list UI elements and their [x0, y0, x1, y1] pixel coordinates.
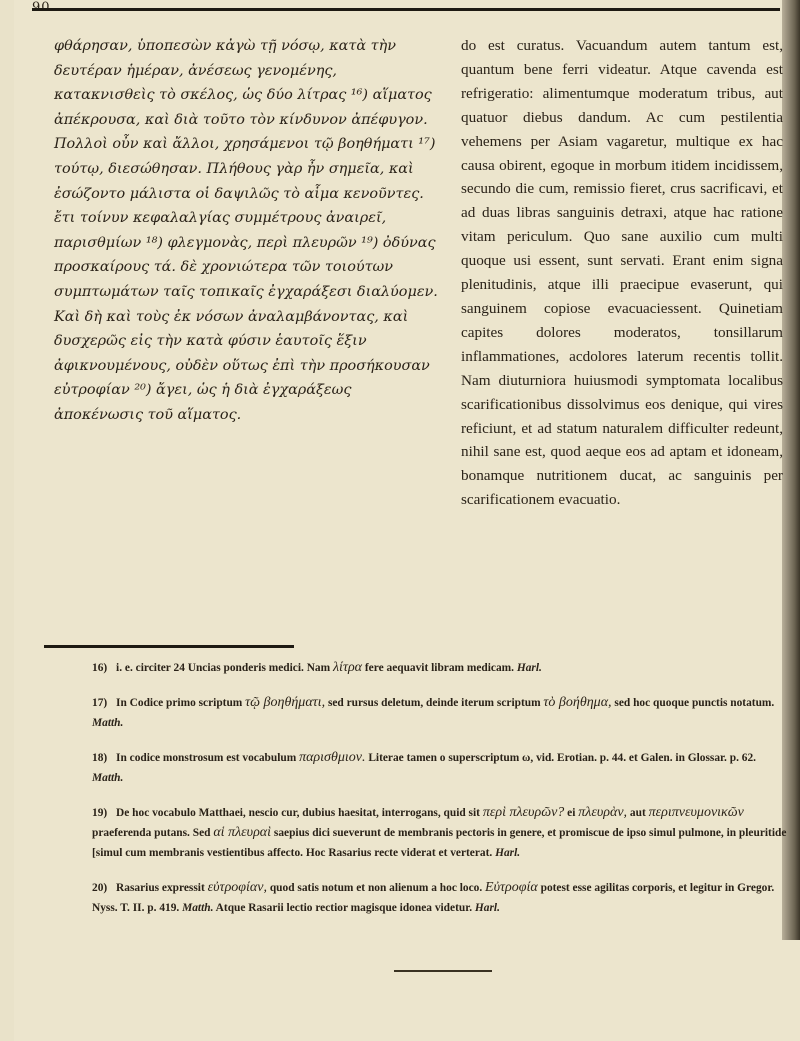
footnote-text: De hoc vocabulo Matthaei, nescio cur, dubius haesitat, interrogans, quid sit	[116, 807, 480, 819]
greek-column	[54, 34, 439, 428]
footnote-number: 16)	[92, 662, 108, 674]
footnote-19	[92, 803, 788, 863]
footnote-20	[92, 878, 788, 918]
footnote-text: Atque Rasarii lectio rectior magisque idonea videtur.	[215, 902, 473, 914]
footnote-17	[92, 693, 788, 733]
footnote-number: 17)	[92, 697, 108, 709]
latin-text: do est curatus. Vacuandum autem tantum est, quantum bene ferri videatur. Atque cavenda est refrigeratio: alimentumque moderatum tribus, aut quatuor diebus dandum. Ac cum pestilentia vehemens per Asiam vagaretur, multique ex hac causa obirent, egoque in morbum itidem incidissem, secundo die cum, remissio fieret, crus sacrificavi, et ad duas libras sanguinis detraxi, atque hac ratione vitam periculum. Quo sane auxilio cum multi quoque usi essent, sunt servati. Erant enim signa plenitudinis, atque illi praecipue evaserunt, qui sanguinem copiose evacuaciessent. Quinetiam capites dolores moderatos, tonsillarum inflammationes, acdolores laterum recentis tollit. Nam diuturniora huiusmodi symptomata localibus scarificationibus dissolvimus eos denique, qui vires reficiunt, et ad statum naturalem difficulter redeunt, nihil sane est, quod aeque eos ad aptam et idoneam, bonamque nutritionem ducat, ac sanguinis per scarificationem evacuatio.	[461, 37, 783, 509]
footnote-greek: λίτρα	[332, 660, 363, 675]
footnote-author: Matth.	[182, 902, 214, 914]
footnote-text: praeferenda putans. Sed	[92, 827, 211, 839]
footnote-text: i. e. circiter 24 Uncias ponderis medici. Nam	[116, 662, 331, 674]
footnote-greek: τὸ βοήθημα,	[543, 695, 612, 710]
footnote-16	[92, 658, 788, 678]
footnote-text: In codice monstrosum est vocabulum	[116, 752, 297, 764]
footnote-author: Harl.	[516, 662, 542, 674]
book-page	[14, 0, 800, 1041]
footnote-author: Harl.	[495, 847, 521, 859]
footnote-number: 20)	[92, 882, 108, 894]
footnote-greek: περιπνευμονικῶν	[648, 805, 744, 820]
footnote-greek: τῷ βοηθήματι,	[245, 695, 326, 710]
footnote-text: Rasarius expressit	[116, 882, 205, 894]
footnote-number: 18)	[92, 752, 108, 764]
footnote-greek: περὶ πλευρῶν?	[482, 805, 565, 820]
footnote-text: In Codice primo scriptum	[116, 697, 243, 709]
footnote-text: saepius dici sueverunt de membranis pectoris in genere, et promiscue de ipso simul pulmone, in pleuritide [simul cum membranis vestientibus affecto. Hoc Rasarius recte viderat et verterat.	[92, 827, 787, 859]
footnote-author: Matth.	[92, 772, 124, 784]
end-divider	[394, 970, 492, 972]
footnote-text: sed hoc quoque punctis notatum.	[614, 697, 775, 709]
greek-text: φθάρησαν, ὑποπεσὼν κἀγὼ τῇ νόσῳ, κατὰ τὴν δευτέραν ἡμέραν, ἀνέσεως γενομένης, κατακνισθεὶς τὸ σκέλος, ὡς δύο λίτρας ¹⁶) αἵματος ἀπέκρουσα, καὶ διὰ τοῦτο τὸν κίνδυνον ἀπέφυγον. Πολλοὶ οὖν καὶ ἄλλοι, χρησάμενοι τῷ βοηθήματι ¹⁷) τούτῳ, διεσώθησαν. Πλήθους γὰρ ἦν σημεῖα, καὶ ἐσώζοντο μάλιστα οἱ δαψιλῶς τὸ αἷμα κενοῦντες. ἔτι τοίνυν κεφαλαλγίας συμμέτρους ἀναιρεῖ, παρισθμίων ¹⁸) φλεγμονὰς, περὶ πλευρῶν ¹⁹) ὀδύνας προσκαίρους τά. δὲ χρονιώτερα τῶν τοιούτων συμπτωμάτων ταῖς τοπικαῖς ἐγχαράξεσι διαλύομεν. Καὶ δὴ καὶ τοὺς ἐκ νόσων ἀναλαμβάνοντας, καὶ δυσχερῶς εἰς τὴν κατὰ φύσιν ἑαυτοῖς ἕξιν ἀφικνουμένους, οὐδὲν οὕτως ἐπὶ τὴν προσήκουσαν εὐτροφίαν ²⁰) ἄγει, ὡς ἡ διὰ ἐγχαράξεως ἀποκένωσις τοῦ αἵματος.	[54, 38, 438, 423]
footnote-text: sed rursus deletum, deinde iterum scriptum	[327, 697, 541, 709]
footnote-author: Matth.	[92, 717, 124, 729]
footnote-greek: πλευρὰν,	[578, 805, 628, 820]
top-rule	[32, 8, 780, 11]
footnote-author: Harl.	[474, 902, 500, 914]
footnote-text: ei	[567, 807, 576, 819]
footnote-greek: αἱ πλευραὶ	[213, 825, 272, 840]
footnote-greek: Εὐτροφία	[485, 880, 538, 895]
footnote-text: fere aequavit libram medicam.	[364, 662, 514, 674]
footnote-text: potest esse agilitas corporis, et legitur in Gregor. Nyss. T. II. p. 419.	[92, 882, 775, 914]
footnote-number: 19)	[92, 807, 108, 819]
footnote-greek: παρισθμιον.	[299, 750, 366, 765]
footnote-text: quod satis notum et non alienum a hoc loco.	[269, 882, 483, 894]
footnote-divider	[44, 645, 294, 648]
footnotes	[92, 658, 788, 933]
footnote-18	[92, 748, 788, 788]
latin-column	[461, 34, 783, 512]
footnote-text: Literae tamen ο superscriptum ω, vid. Erotian. p. 44. et Galen. in Glossar. p. 62.	[368, 752, 757, 764]
footnote-greek: εὐτροφίαν,	[207, 880, 267, 895]
footnote-text: aut	[629, 807, 646, 819]
